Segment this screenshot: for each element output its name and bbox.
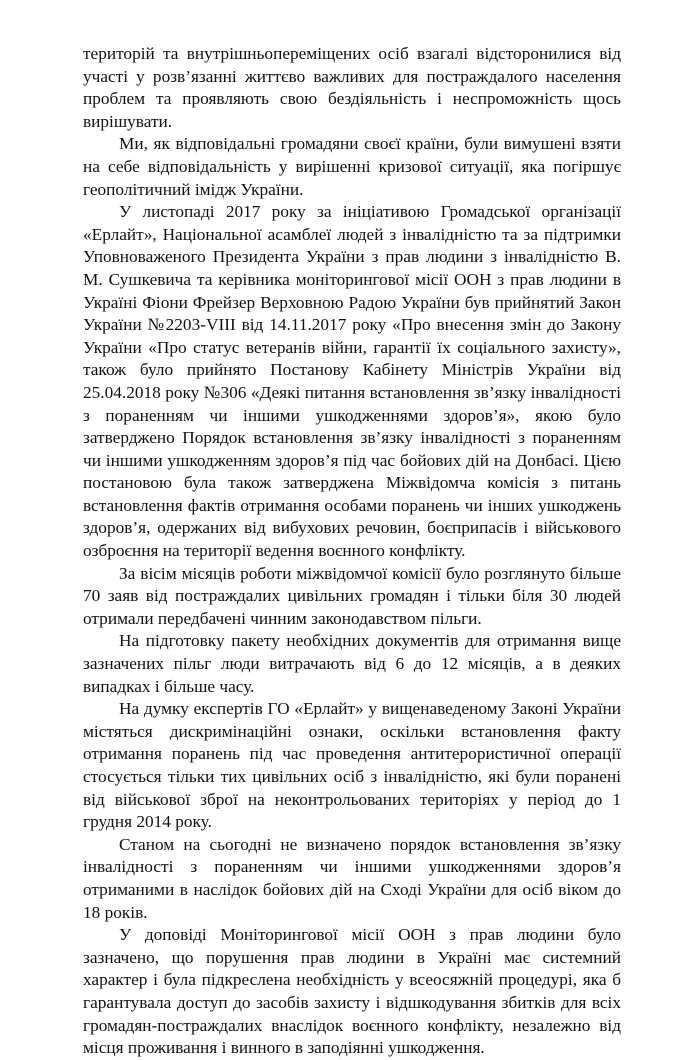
paragraph-minors-procedure: Станом на сьогодні не визначено порядок встановлення зв’язку інвалідності з пораненням чи іншими ушкодженнями здоров’я отриманими в наслідок бойових дій на Сході України для осіб віком до 18 років. [83, 834, 621, 922]
paragraph-continuation: територій та внутрішньопереміщених осіб взагалі відсторонилися від участі у розв’язанні життєво важливих для постраждалого населення проблем та проявляють свою бездіяльність і неспроможність щось вирішувати. [83, 44, 621, 131]
paragraph-un-report: У доповіді Моніторингової місії ООН з прав людини було зазначено, що порушення прав людини в Україні має системний характер і була підкреслена необхідність у всеосяжній процедурі, яка б гарантувала доступ до засобів захисту і відшкодування збитків для всіх громадян-постраждалих внаслідок воєнного конфлікту, незалежно від місця проживання і винного в заподіянні ушкодження. [83, 925, 621, 1058]
paragraph-document-preparation: На підготовку пакету необхідних документів для отримання вище зазначених пільг люди витрачають від 6 до 12 місяців, а в деяких випадках і більше часу. [83, 631, 621, 696]
paragraph-responsibility: Ми, як відповідальні громадяни своєї країни, були вимушені взяти на себе відповідальність у вирішенні кризової ситуації, яка погіршує геополітичний імідж України. [83, 134, 621, 199]
paragraph-law-adoption: У листопаді 2017 року за ініціативою Громадської організації «Ерлайт», Національної асамблеї людей з інвалідністю та за підтримки Уповноваженого Президента України з прав людини з інвалідністю В. М. Сушкевича та керівника моніторингової місії ООН з прав людини в Україні Фіони Фрейзер Верховною Радою України був прийнятий Закон України №2203-VIII від 14.11.2017 року «Про внесення змін до Закону України «Про статус ветеранів війни, гарантії їх соціального захисту», також було прийнято Постанову Кабінету Міністрів України від 25.04.2018 року №306 «Деякі питання встановлення зв’язку інвалідності з пораненням чи іншими ушкодженнями здоров’я», якою було затверджено Порядок встановлення зв’язку інвалідності з пораненням чи іншими ушкодженням здоров’я під час бойових дій на Донбасі. Цією постановою була також затверджена Міжвідомча комісія з питань встановлення фактів отримання особами поранень чи інших ушкоджень здоров’я, одержаних від вибухових речовин, боєприпасів і військового озброєння на території ведення воєнного конфлікту. [83, 202, 621, 561]
paragraph-expert-opinion: На думку експертів ГО «Ерлайт» у вищенаведеному Законі України містяться дискримінаційні ознаки, оскільки встановлення факту отримання поранень під час проведення антитерористичної операції стосується тільки тих цивільних осіб з інвалідністю, які були поранені від військової зброї на неконтрольованих територіях у період до 1 грудня 2014 року. [83, 699, 621, 832]
paragraph-commission-results: За вісім місяців роботи міжвідомчої комісії було розглянуто більше 70 заяв від постраждалих цивільних громадян і тільки біля 30 людей отримали передбачені чинним законодавством пільги. [83, 563, 621, 628]
